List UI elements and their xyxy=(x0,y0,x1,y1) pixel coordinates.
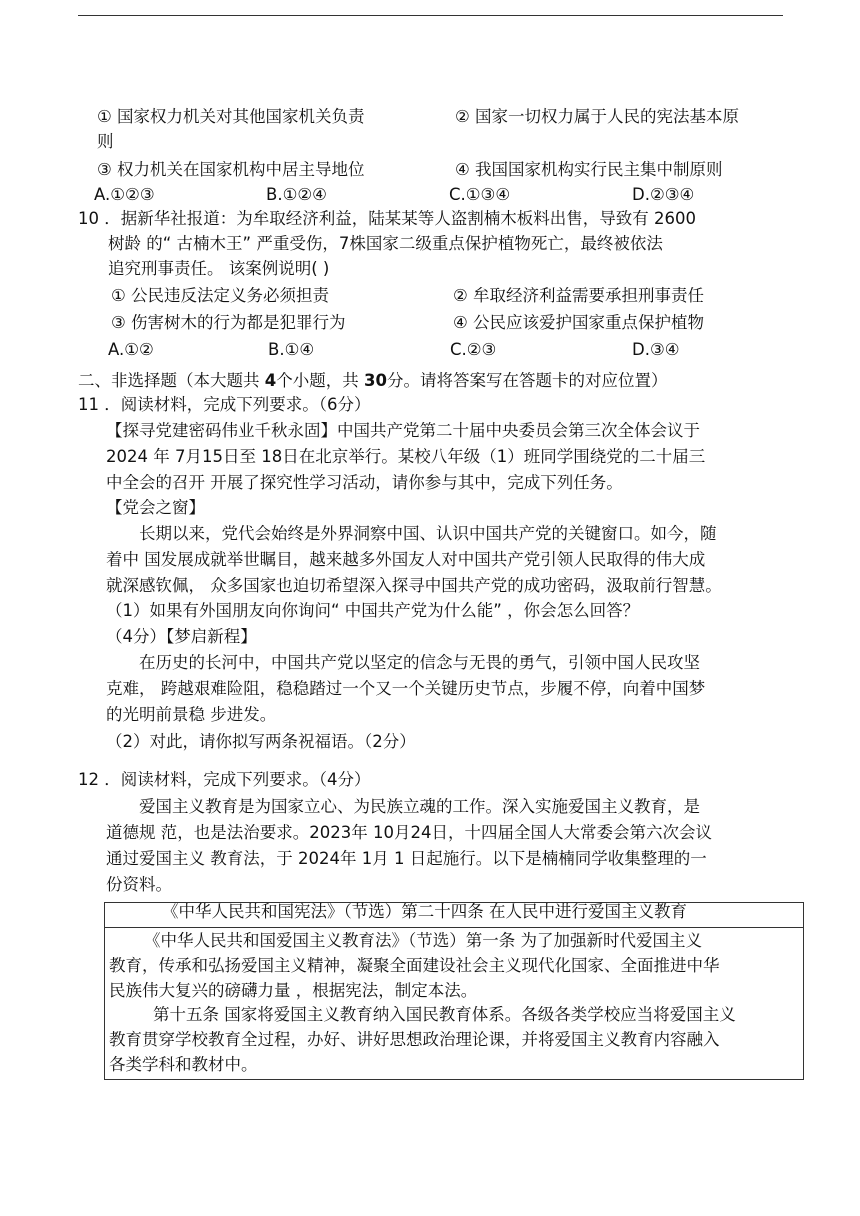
q11-line: 【探寻党建密码伟业千秋永固】中国共产党第二十届中央委员会第三次全体会议于 xyxy=(106,421,700,440)
q10-option-3: ③ 伤害树木的行为都是犯罪行为 xyxy=(111,313,346,332)
q9-choice-a: A.①②③ xyxy=(94,185,155,204)
q11-line: 克难， 跨越艰难险阻，稳稳踏过一个又一个关键历史节点，步履不停，向着中国梦 xyxy=(106,679,706,698)
q9-choice-d: D.②③④ xyxy=(632,185,695,204)
q11-line: 在历史的长河中，中国共产党以坚定的信念与无畏的勇气，引领中国人民攻坚 xyxy=(139,653,700,672)
material-line: 第十五条 国家将爱国主义教育纳入国民教育体系。各级各类学校应当将爱国主义 xyxy=(153,1005,736,1024)
q10-choice-c: C.②③ xyxy=(450,340,497,359)
header-rule xyxy=(78,15,783,16)
q11-line: 2024 年 7月15日至 18日在北京举行。某校八年级（1）班同学围绕党的二十届三 xyxy=(106,447,706,466)
q11-line: 的光明前景稳 步进发。 xyxy=(106,705,277,724)
q12-heading: 12 ．阅读材料，完成下列要求。（4分） xyxy=(78,770,371,789)
q12-line: 道德规 范，也是法治要求。2023年 10月24日，十四届全国人大常委会第六次会议 xyxy=(106,823,712,842)
q10-choice-d: D.③④ xyxy=(632,340,680,359)
q10-option-2: ② 牟取经济利益需要承担刑事责任 xyxy=(453,286,705,305)
material-constitution-row: 《中华人民共和国宪法》（节选）第二十四条 在人民中进行爱国主义教育 xyxy=(162,902,687,921)
q10-choice-b: B.①④ xyxy=(268,340,315,359)
q9-option-4: ④ 我国国家机构实行民主集中制原则 xyxy=(455,160,723,179)
q11-subquestion-2: （2）对此，请你拟写两条祝福语。（2分） xyxy=(106,732,416,751)
q11-heading: 11 ．阅读材料，完成下列要求。（6分） xyxy=(78,395,371,414)
material-box-divider xyxy=(105,927,803,928)
q10-choice-a: A.①② xyxy=(108,340,154,359)
material-line: 各类学科和教材中。 xyxy=(109,1055,258,1074)
q12-line: 份资料。 xyxy=(106,875,172,894)
q10-stem-line-1: 10 ．据新华社报道：为牟取经济利益，陆某某等人盗割楠木板料出售，导致有 2600 xyxy=(78,209,696,228)
q10-stem-line-3: 追究刑事责任。 该案例说明( ) xyxy=(108,259,330,278)
q11-subquestion-1: （1）如果有外国朋友向你询问“ 中国共产党为什么能” ，你会怎么回答？ xyxy=(106,601,640,620)
section-2-heading-post: 分。请将答案写在答题卡的对应位置） xyxy=(386,371,668,390)
q10-stem-line-2: 树龄 的“ 古楠木王” 严重受伤，7株国家二级重点保护植物死亡，最终被依法 xyxy=(108,234,663,253)
q11-line: 就深感钦佩， 众多国家也迫切希望深入探寻中国共产党的成功密码，汲取前行智慧。 xyxy=(106,576,722,595)
q9-option-3: ③ 权力机关在国家机构中居主导地位 xyxy=(97,160,365,179)
q12-line: 爱国主义教育是为国家立心、为民族立魂的工作。深入实施爱国主义教育，是 xyxy=(139,797,700,816)
material-line: 教育，传承和弘扬爱国主义精神，凝聚全面建设社会主义现代化国家、全面推进中华 xyxy=(109,956,720,975)
q10-option-1: ① 公民违反法定义务必须担责 xyxy=(111,286,330,305)
q12-line: 通过爱国主义 教育法，于 2024年 1月 1 日起施行。以下是楠楠同学收集整理的一 xyxy=(106,849,707,868)
q11-line: 长期以来，党代会始终是外界洞察中国、认识中国共产党的关键窗口。如今，随 xyxy=(139,524,717,543)
q11-line: 中全会的召开 开展了探究性学习活动，请你参与其中，完成下列任务。 xyxy=(106,473,623,492)
section-2-question-count: 4 xyxy=(264,371,277,390)
q11-line: 着中 国发展成就举世瞩目，越来越多外国友人对中国共产党引领人民取得的伟大成 xyxy=(106,550,706,569)
material-line: 民族伟大复兴的磅礴力量 ，根据宪法，制定本法。 xyxy=(109,981,478,1000)
q9-choice-c: C.①③④ xyxy=(449,185,511,204)
q9-option-1: ① 国家权力机关对其他国家机关负责 xyxy=(97,107,365,126)
section-2-heading-pre: 二、非选择题（本大题共 xyxy=(78,371,265,390)
section-2-total-points: 30 xyxy=(363,371,387,390)
section-2-heading xyxy=(78,370,667,392)
q11-line: （4分）【梦启新程】 xyxy=(106,627,257,646)
material-line: 教育贯穿学校教育全过程，办好、讲好思想政治理论课，并将爱国主义教育内容融入 xyxy=(109,1030,720,1049)
material-line: 《中华人民共和国爱国主义教育法》（节选）第一条 为了加强新时代爱国主义 xyxy=(144,931,702,950)
q10-option-4: ④ 公民应该爱护国家重点保护植物 xyxy=(453,313,705,332)
q9-option-2: ② 国家一切权力属于人民的宪法基本原 xyxy=(455,107,740,126)
q11-section-title: 【党会之窗】 xyxy=(106,498,205,517)
section-2-heading-mid: 个小题，共 xyxy=(276,371,364,390)
q9-choice-b: B.①②④ xyxy=(266,185,327,204)
q9-option-2-continued: 则 xyxy=(97,132,114,151)
